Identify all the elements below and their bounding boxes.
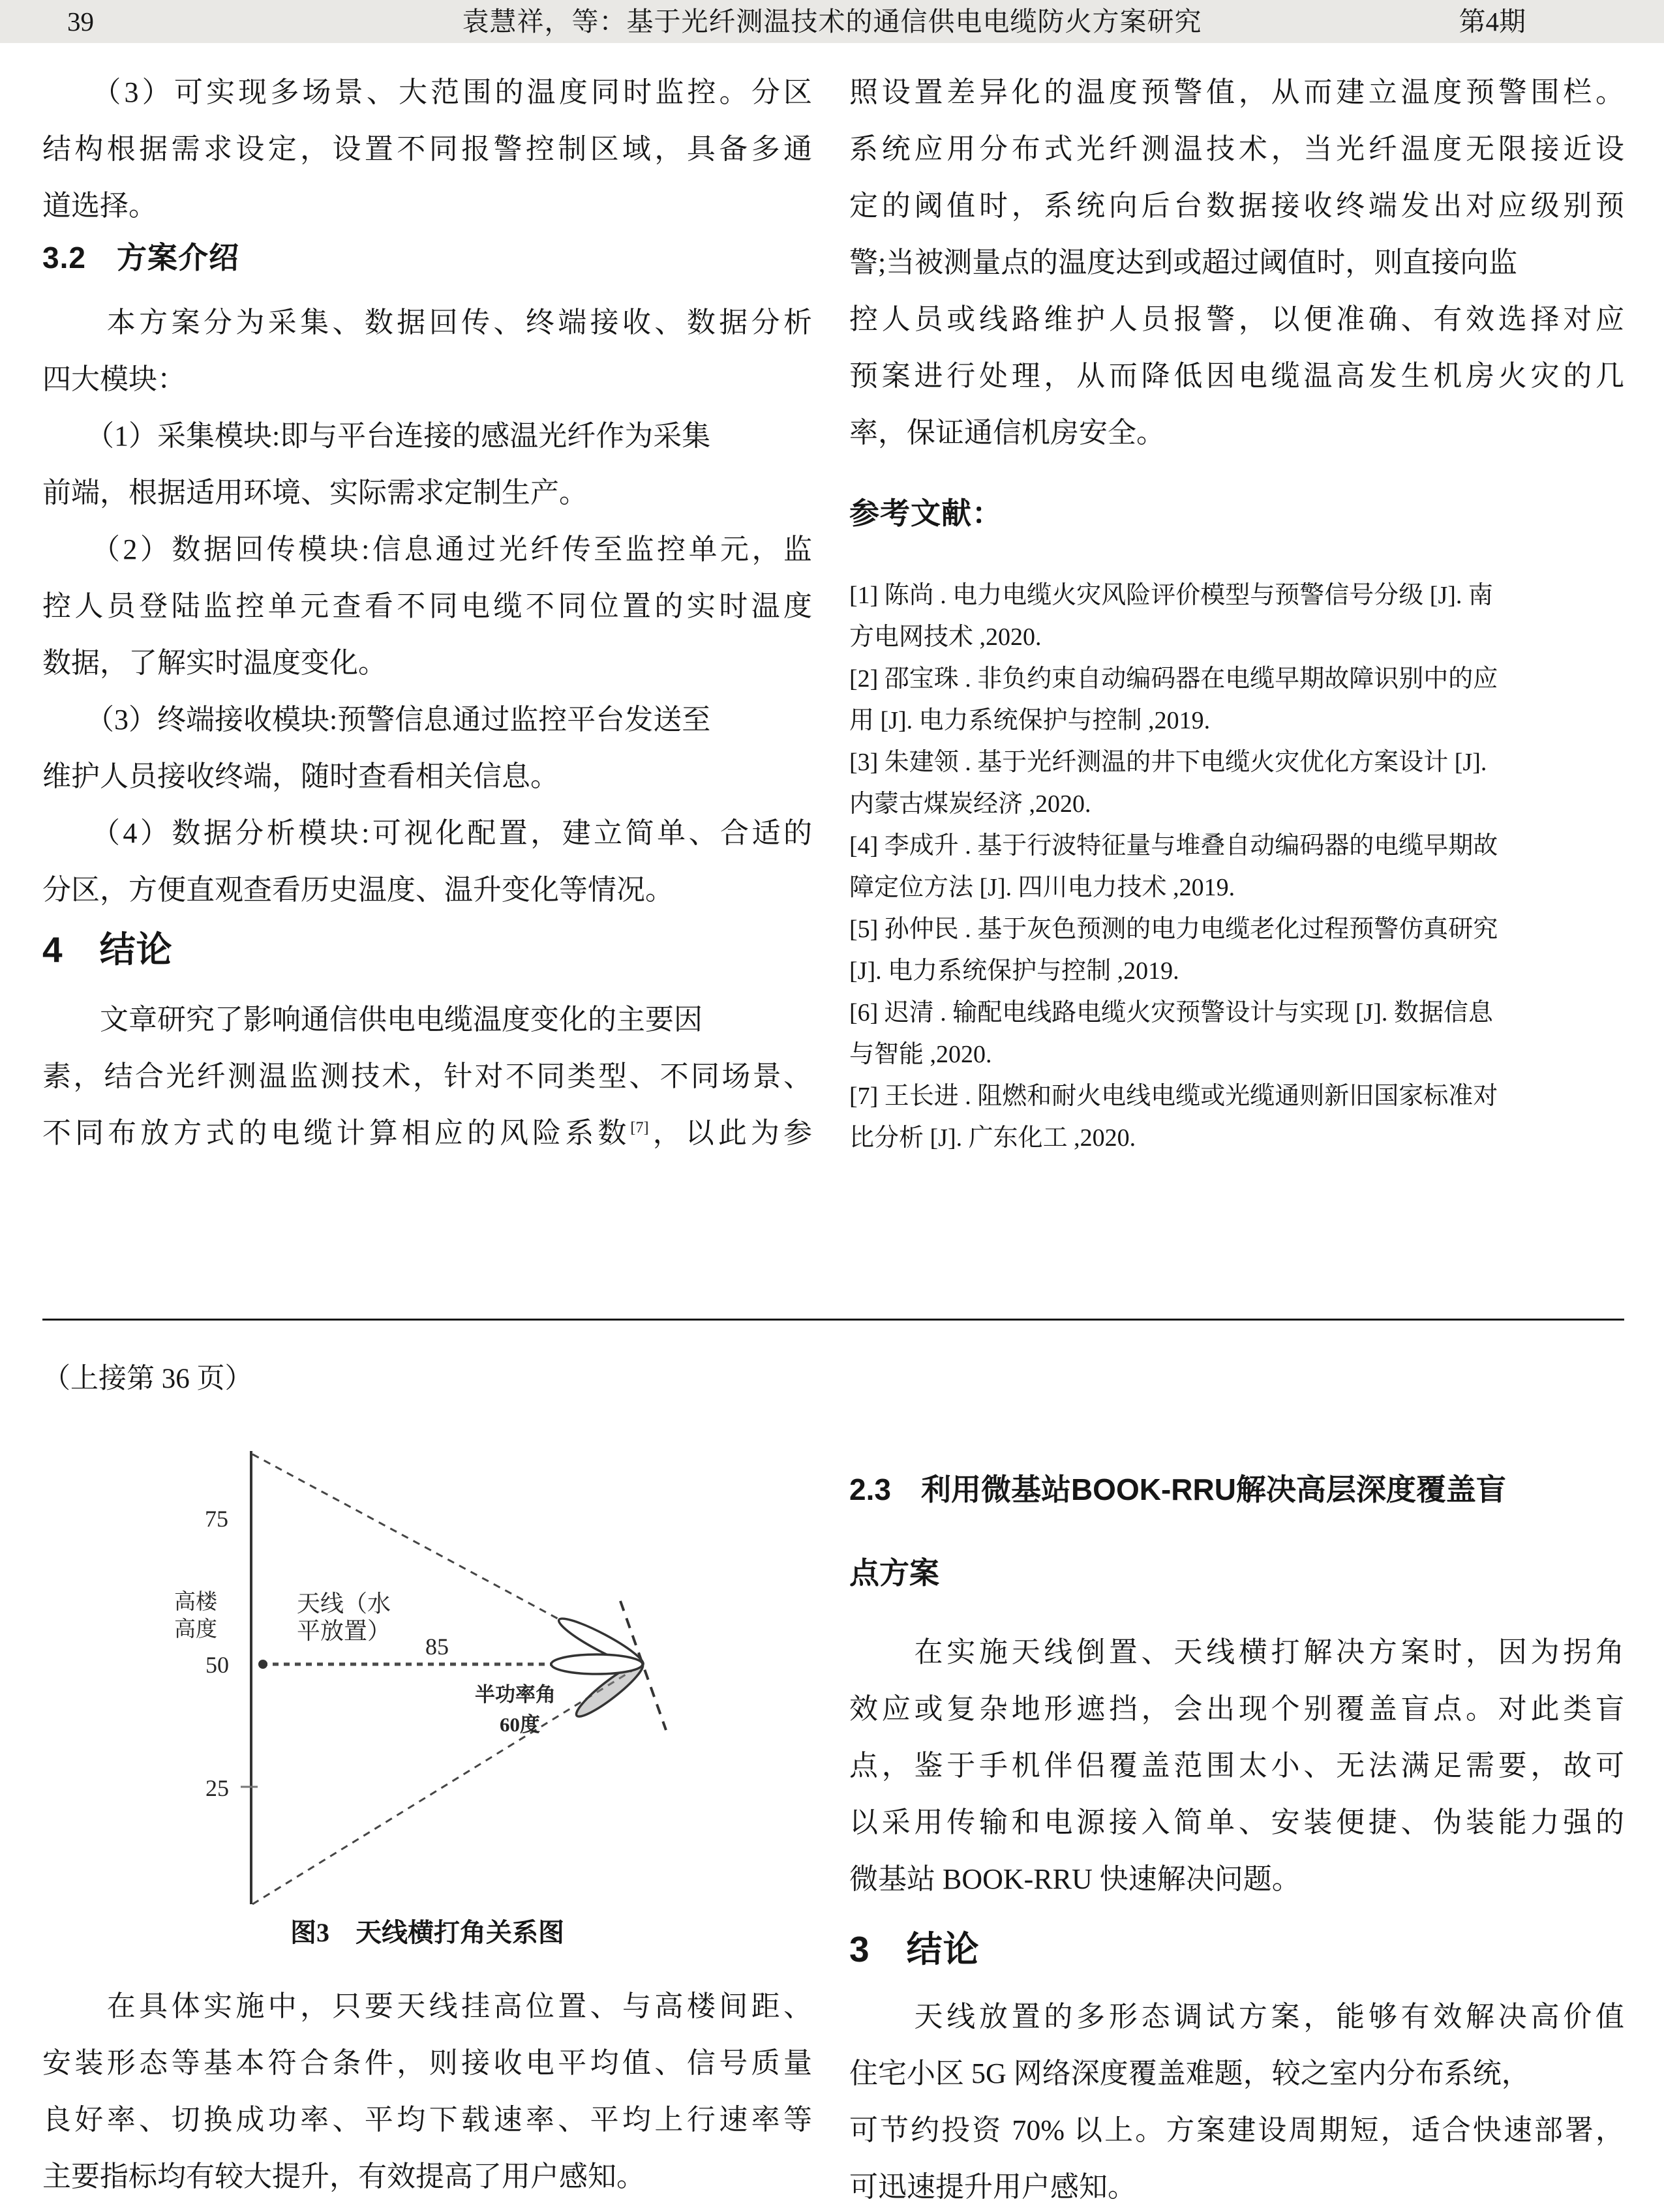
text-line: 控人员或线路维护人员报警，以便准确、有效选择对应 [849, 303, 1624, 335]
text-line: 文章研究了影响通信供电电缆温度变化的主要因 [42, 1004, 703, 1036]
text-line: [1] 陈尚 . 电力电缆火灾风险评价模型与预警信号分级 [J]. 南 [849, 582, 1493, 609]
text-line: 点，鉴于手机伴侣覆盖范围太小、无法满足需要，故可 [849, 1750, 1624, 1782]
text-line: 2.3 利用微基站BOOK-RRU解决高层深度覆盖盲 [849, 1472, 1506, 1506]
text-line: 可节约投资 70% 以上。方案建设周期短，适合快速部署， [849, 2114, 1624, 2146]
paragraph [42, 521, 812, 691]
text-line: [J]. 电力系统保护与控制 ,2019. [849, 957, 1179, 985]
bottom-right-column [849, 1448, 1624, 2212]
text-line: 可迅速提升用户感知。 [849, 2171, 1136, 2203]
section-heading-2-3 [849, 1448, 1624, 1615]
text-line: [5] 孙仲民 . 基于灰色预测的电力电缆老化过程预警仿真研究 [849, 916, 1498, 943]
section-divider [42, 1319, 1624, 1321]
bottom-left-column [42, 1360, 812, 2205]
figure-3 [108, 1412, 760, 1907]
mount-point-dot [258, 1660, 267, 1669]
main-lobe [551, 1654, 643, 1674]
text-line: 本方案分为采集、数据回传、终端接收、数据分析 [42, 306, 812, 338]
half-power-angle-label-line2: 60度 [500, 1713, 540, 1736]
text-line: [7] 王长进 . 阻燃和耐火电线电缆或光缆通则新旧国家标准对 [849, 1083, 1498, 1110]
text-line: 与智能 ,2020. [849, 1041, 992, 1068]
paragraph [849, 1988, 1624, 2212]
distance-label: 85 [425, 1634, 449, 1660]
paragraph [42, 691, 812, 805]
text-line: 维护人员接收终端，随时查看相关信息。 [42, 760, 559, 792]
section-heading-4: 4 结论 [42, 929, 173, 970]
axis-label-line2: 高度 [174, 1618, 217, 1641]
left-column [42, 64, 812, 1161]
text-line: （3）可实现多场景、大范围的温度同时监控。分区 [42, 76, 812, 108]
text-line: 比分析 [J]. 广东化工 ,2020. [849, 1124, 1136, 1152]
text-line: 在具体实施中，只要天线挂高位置、与高楼间距、 [42, 1990, 812, 2022]
paragraph [42, 805, 812, 918]
y-label-25: 25 [205, 1775, 229, 1801]
text-line: 住宅小区 5G 网络深度覆盖难题，较之室内分布系统， [849, 2057, 1530, 2089]
text-line: （2）数据回传模块:信息通过光纤传至监控单元，监 [42, 533, 812, 565]
text-line: （1）采集模块:即与平台连接的感温光纤作为采集 [42, 420, 711, 452]
text-line: 方电网技术 ,2020. [849, 623, 1042, 651]
text-line: 预案进行处理，从而降低因电缆温高发生机房火灾的几 [849, 360, 1624, 392]
reference-list [849, 575, 1624, 1159]
text-line: 微基站 BOOK-RRU 快速解决问题。 [849, 1863, 1301, 1895]
text-line: 定的阈值时，系统向后台数据接收终端发出对应级别预 [849, 190, 1624, 222]
antenna-lobes [551, 1612, 648, 1722]
paragraph [42, 64, 812, 234]
text-line: 分区，方便直观查看历史温度、温升变化等情况。 [42, 874, 674, 906]
axis-label-line1: 高楼 [174, 1591, 217, 1614]
text-line: 前端，根据适用环境、实际需求定制生产。 [42, 477, 588, 509]
text-line: 点方案 [849, 1556, 939, 1590]
paragraph [42, 991, 812, 1161]
text-line: 在实施天线倒置、天线横打解决方案时，因为拐角 [849, 1636, 1624, 1668]
text-line: 系统应用分布式光纤测温技术，当光纤温度无限接近设 [849, 133, 1624, 165]
y-label-75: 75 [205, 1506, 228, 1532]
references-heading: 参考文献： [849, 496, 1003, 530]
text-line: 主要指标均有较大提升，有效提高了用户感知。 [42, 2160, 645, 2192]
text-line: 以采用传输和电源接入简单、安装便捷、伪装能力强的 [849, 1806, 1624, 1838]
antenna-angle-diagram [108, 1412, 760, 1907]
text-line: 天线放置的多形态调试方案，能够有效解决高价值 [849, 2001, 1624, 2033]
text-line: [3] 朱建领 . 基于光纤测温的井下电缆火灾优化方案设计 [J]. [849, 749, 1487, 776]
paragraph [42, 1978, 812, 2205]
paragraph [849, 64, 1624, 461]
text-line: 效应或复杂地形遮挡，会出现个别覆盖盲点。对此类盲 [849, 1693, 1624, 1725]
issue-label: 第4期 [1459, 7, 1526, 37]
text-line: 安装形态等基本符合条件，则接收电平均值、信号质量 [42, 2047, 812, 2079]
antenna-label-line1: 天线（水 [297, 1591, 391, 1617]
page-header [0, 0, 1664, 43]
section-heading-3: 3 结论 [849, 1929, 980, 1969]
right-column [849, 64, 1624, 1159]
text-line: [2] 邵宝珠 . 非负约束自动编码器在电缆早期故障识别中的应 [849, 665, 1498, 693]
continued-note: （上接第 36 页） [42, 1364, 253, 1394]
paragraph [42, 294, 812, 408]
text-line: [6] 迟清 . 输配电线路电缆火灾预警设计与实现 [J]. 数据信息 [849, 999, 1493, 1026]
text-line: 四大模块： [42, 363, 186, 395]
y-label-50: 50 [205, 1652, 229, 1678]
text-line: 结构根据需求设定，设置不同报警控制区域，具备多通 [42, 133, 812, 165]
text-line: 用 [J]. 电力系统保护与控制 ,2019. [849, 707, 1211, 734]
running-title: 袁慧祥，等：基于光纤测温技术的通信供电电缆防火方案研究 [462, 7, 1202, 37]
antenna-label-line2: 平放置） [297, 1618, 391, 1644]
half-power-angle-label-line1: 半功率角 [475, 1683, 556, 1706]
paragraph [849, 1624, 1624, 1907]
text-line: 控人员登陆监控单元查看不同电缆不同位置的实时温度 [42, 590, 812, 622]
page-number: 39 [67, 7, 94, 37]
text-line: 良好率、切换成功率、平均下载速率、平均上行速率等 [42, 2104, 812, 2136]
text-line: 不同布放方式的电缆计算相应的风险系数[7]，以此为参 [42, 1117, 812, 1149]
text-line: 内蒙古煤炭经济 ,2020. [849, 790, 1091, 818]
text-line: 素，结合光纤测温监测技术，针对不同类型、不同场景、 [42, 1060, 812, 1092]
text-line: 照设置差异化的温度预警值，从而建立温度预警围栏。 [849, 76, 1624, 108]
text-line: 道选择。 [42, 190, 157, 222]
text-line: （4）数据分析模块:可视化配置，建立简单、合适的 [42, 817, 812, 849]
text-line: 率，保证通信机房安全。 [849, 417, 1165, 449]
paragraph [42, 408, 812, 521]
section-heading-3-2: 3.2 方案介绍 [42, 241, 239, 275]
text-line: [4] 李成升 . 基于行波特征量与堆叠自动编码器的电缆早期故 [849, 832, 1498, 859]
text-line: （3）终端接收模块:预警信息通过监控平台发送至 [42, 704, 711, 736]
text-line: 数据，了解实时温度变化。 [42, 647, 387, 679]
text-line: 警;当被测量点的温度达到或超过阈值时，则直接向监 [849, 247, 1518, 278]
text-line: 障定位方法 [J]. 四川电力技术 ,2019. [849, 874, 1235, 901]
figure-caption: 图3 天线横打角关系图 [290, 1918, 564, 1947]
